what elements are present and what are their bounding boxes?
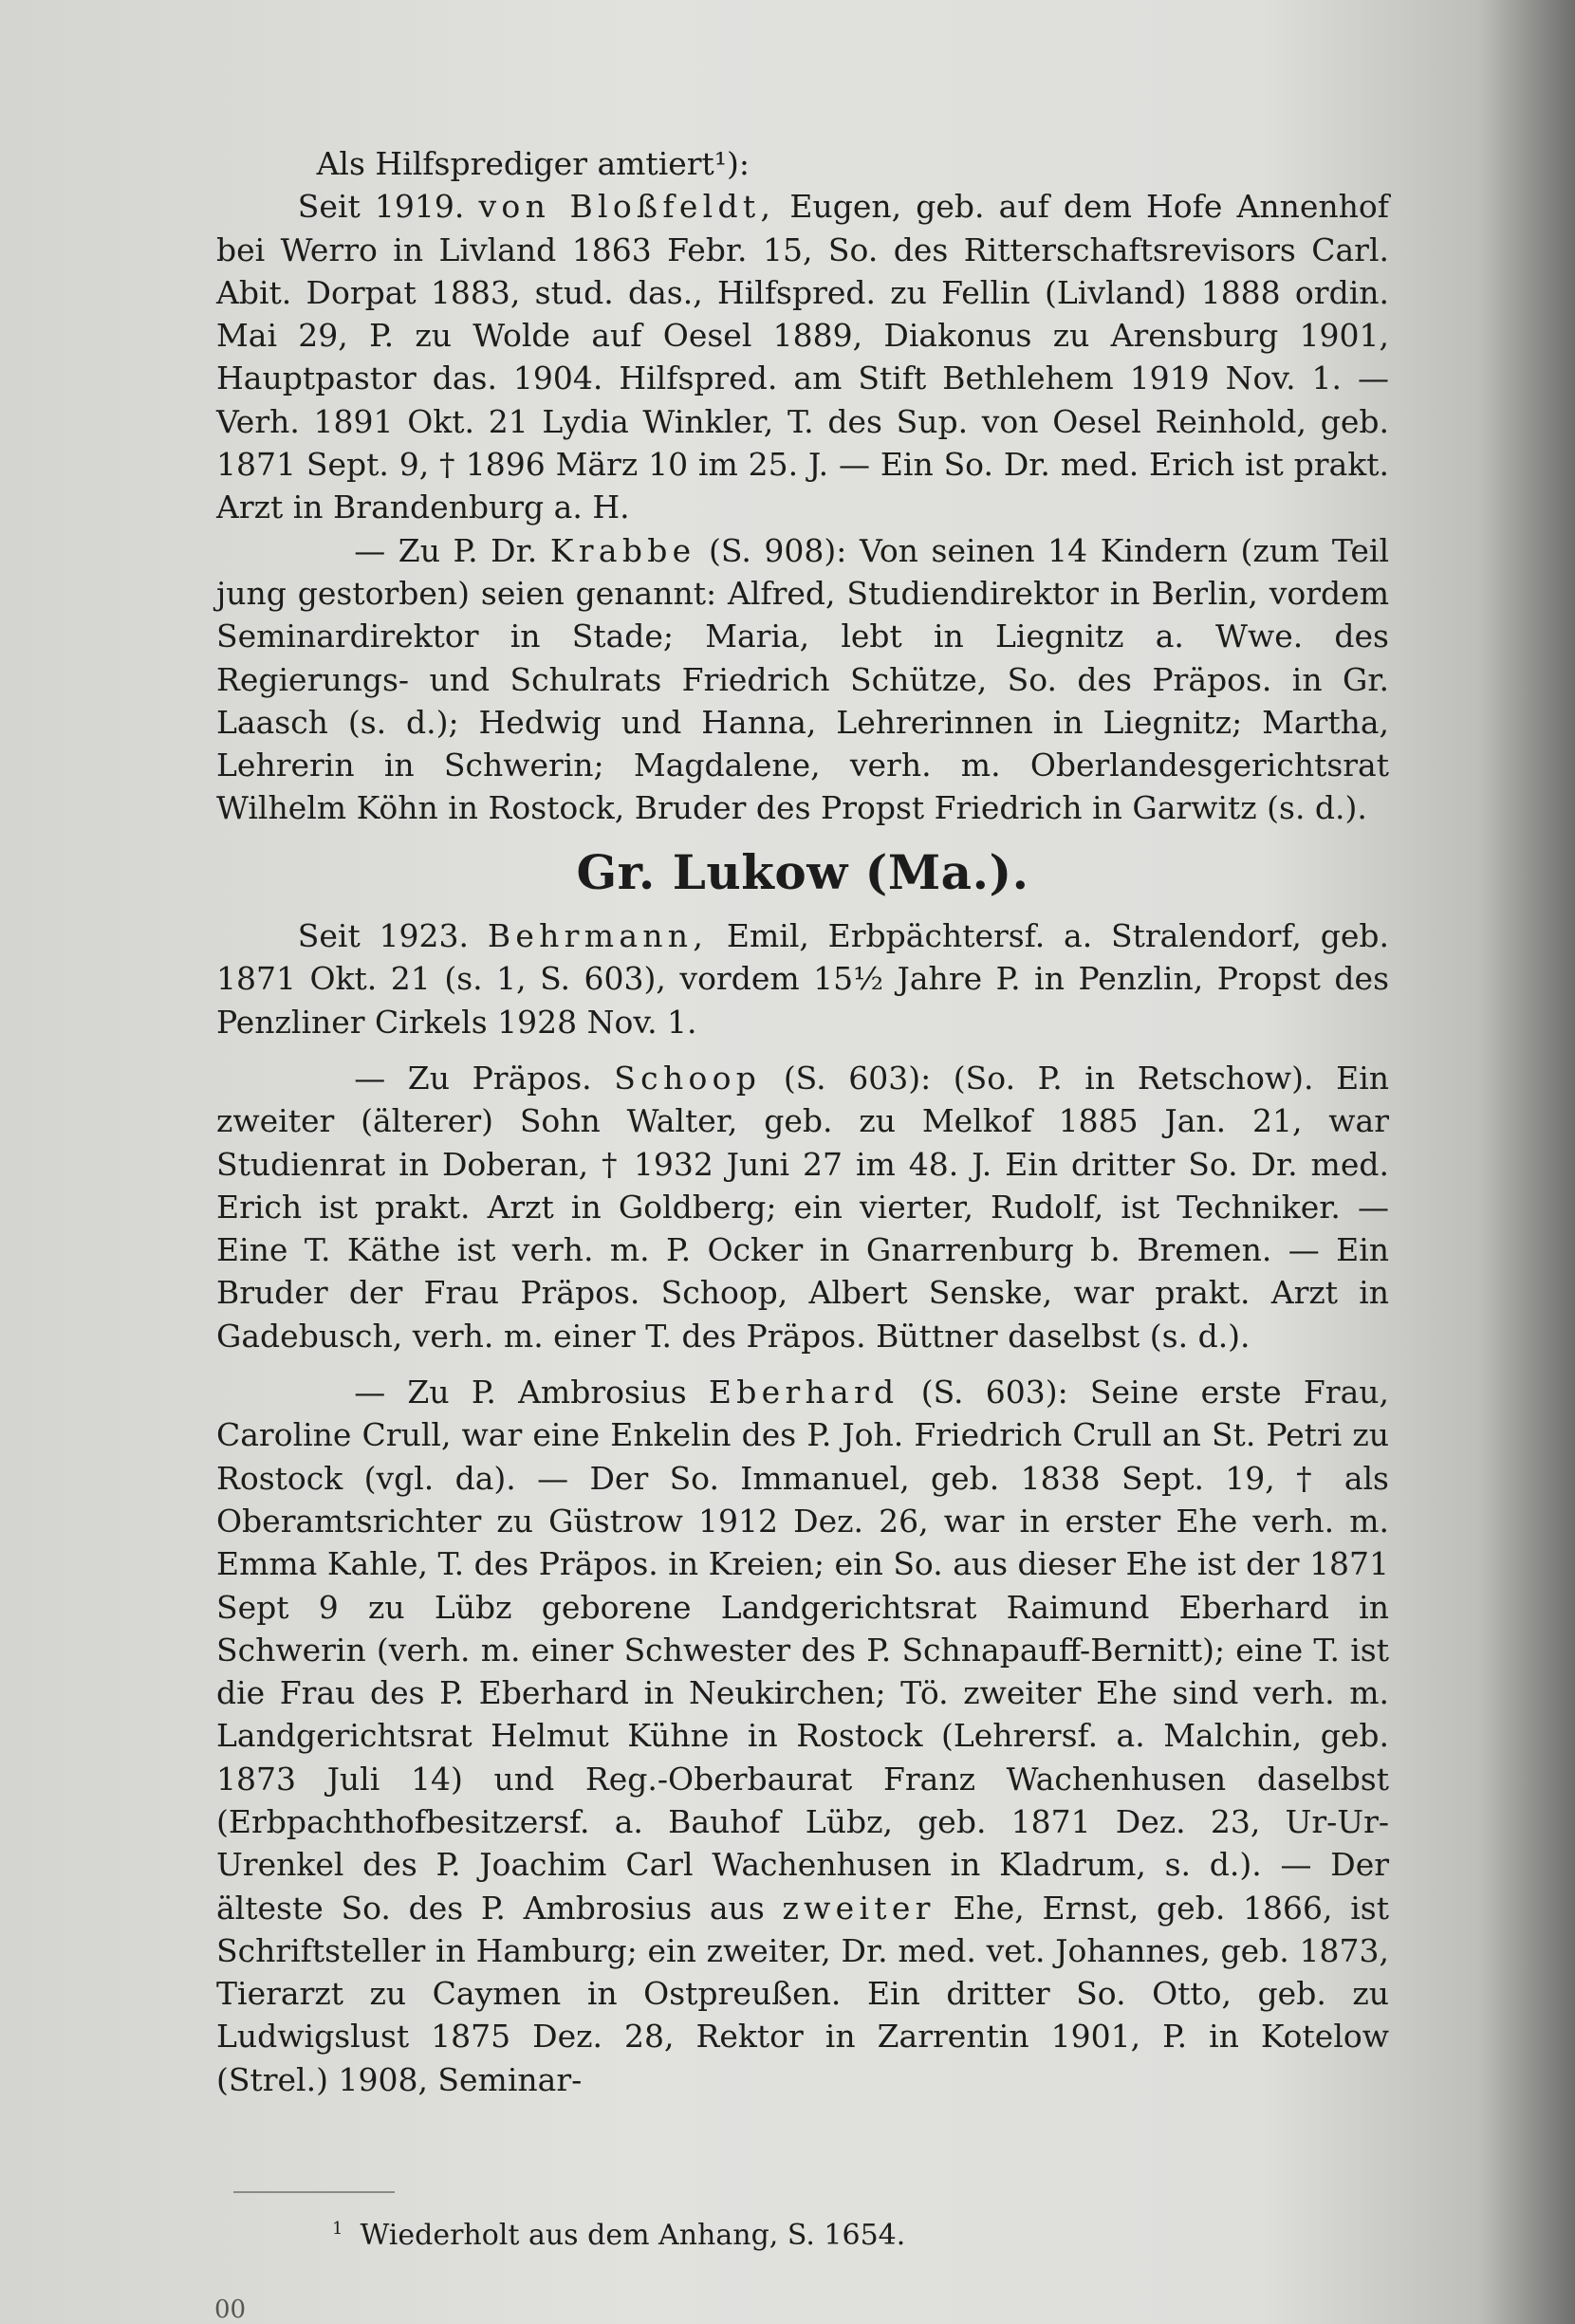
note-krabbe (216, 529, 1389, 830)
note-text-continued: Ehe, Ernst, geb. 1866, ist Schriftsteller in Hamburg; ein zweiter, Dr. med. vet. Johannes, geb. 1873, Tierarzt zu Caymen in Ostpreußen. Ein dritter So. Otto, geb. zu Ludwigslust 1875 Dez. 28, Rektor in Zarrentin 1901, P. in Kotelow (Strel.) 1908, Seminar- (216, 1889, 1389, 2098)
footnote-text: Wiederholt aus dem Anhang, S. 1654. (360, 2219, 906, 2252)
note-eberhard (216, 1371, 1389, 2101)
entry-blossfeldt (216, 185, 1389, 528)
note-schoop (216, 1057, 1389, 1357)
note-name: Eberhard (708, 1374, 899, 1411)
intro-line: Als Hilfsprediger amtiert¹): (316, 145, 750, 182)
entry-since: Seit 1923. (297, 917, 470, 955)
footnote-rule (233, 2191, 395, 2193)
entry-behrmann (216, 914, 1389, 1043)
entry-name: Behrmann, (487, 917, 709, 955)
note-prefix: — Zu Präpos. (354, 1059, 592, 1097)
entry-name: von Bloßfeldt, (478, 188, 776, 226)
entry-text: Emil, Erbpächtersf. a. Stralendorf, geb. 1871 Okt. 21 (s. 1, S. 603), vordem 15½ Jahre P. in Penzlin, Propst des Penzliner Cirkels 1928 Nov. 1. (216, 917, 1389, 1041)
note-prefix: — Zu P. Ambrosius (354, 1374, 687, 1411)
note-prefix: — Zu P. Dr. (354, 531, 538, 569)
note-name: Schoop (614, 1059, 762, 1097)
note-text: (S. 908): Von seinen 14 Kindern (zum Teil jung gestorben) seien genannt: Alfred, Studiendirektor in Berlin, vordem Seminardirektor in Stade; Maria, lebt in Liegnitz a. Wwe. des Regierungs- und Schulrats Friedrich Schütze, So. des Präpos. in Gr. Laasch (s. d.); Hedwig und Hanna, Lehrerinnen in Liegnitz; Martha, Lehrerin in Schwerin; Magdalene, verh. m. Oberlandesgerichtsrat Wilhelm Köhn in Rostock, Bruder des Propst Friedrich in Garwitz (s. d.). (216, 531, 1389, 827)
entry-text: Eugen, geb. auf dem Hofe Annenhof bei Werro in Livland 1863 Febr. 15, So. des Ritterschaftsrevisors Carl. Abit. Dorpat 1883, stud. das., Hilfspred. zu Fellin (Livland) 1888 ordin. Mai 29, P. zu Wolde auf Oesel 1889, Diakonus zu Arensburg 1901, Hauptpastor das. 1904. Hilfspred. am Stift Bethlehem 1919 Nov. 1. — Verh. 1891 Okt. 21 Lydia Winkler, T. des Sup. von Oesel Reinhold, geb. 1871 Sept. 9, † 1896 März 10 im 25. J. — Ein So. Dr. med. Erich ist prakt. Arzt in Brandenburg a. H. (216, 188, 1389, 526)
footnote-mark: 1 (332, 2219, 343, 2239)
section-heading: Gr. Lukow (Ma.). (576, 843, 1029, 900)
note-name: Krabbe (549, 531, 696, 569)
note-spaced-word: zweiter (782, 1889, 936, 1927)
footnote (332, 2210, 905, 2255)
page-number: 00 (214, 2296, 247, 2324)
entry-since: Seit 1919. (297, 188, 465, 226)
note-text: (S. 603): Seine erste Frau, Caroline Crull, war eine Enkelin des P. Joh. Friedrich Crull an St. Petri zu Rostock (vgl. da). — Der So. Immanuel, geb. 1838 Sept. 19, † als Oberamtsrichter zu Güstrow 1912 Dez. 26, war in erster Ehe verh. m. Emma Kahle, T. des Präpos. in Kreien; ein So. aus dieser Ehe ist der 1871 Sept 9 zu Lübz geborene Landgerichtsrat Raimund Eberhard in Schwerin (verh. m. einer Schwester des P. Schnapauff-Bernitt); eine T. ist die Frau des P. Eberhard in Neukirchen; Tö. zweiter Ehe sind verh. m. Landgerichtsrat Helmut Kühne in Rostock (Lehrersf. a. Malchin, geb. 1873 Juli 14) und Reg.-Oberbaurat Franz Wachenhusen daselbst (Erbpachthofbesitzersf. a. Bauhof Lübz, geb. 1871 Dez. 23, Ur-Ur-Urenkel des P. Joachim Carl Wachenhusen in Kladrum, s. d.). — Der älteste So. des P. Ambrosius aus (216, 1374, 1389, 1927)
body-text (216, 142, 1389, 2101)
note-text: (S. 603): (So. P. in Retschow). Ein zweiter (älterer) Sohn Walter, geb. zu Melkof 1885 Jan. 21, war Studienrat in Doberan, † 1932 Juni 27 im 48. J. Ein dritter So. Dr. med. Erich ist prakt. Arzt in Goldberg; ein vierter, Rudolf, ist Techniker. — Eine T. Käthe ist verh. m. P. Ocker in Gnarrenburg b. Bremen. — Ein Bruder der Frau Präpos. Schoop, Albert Senske, war prakt. Arzt in Gadebusch, verh. m. einer T. des Präpos. Büttner daselbst (s. d.). (216, 1059, 1390, 1355)
